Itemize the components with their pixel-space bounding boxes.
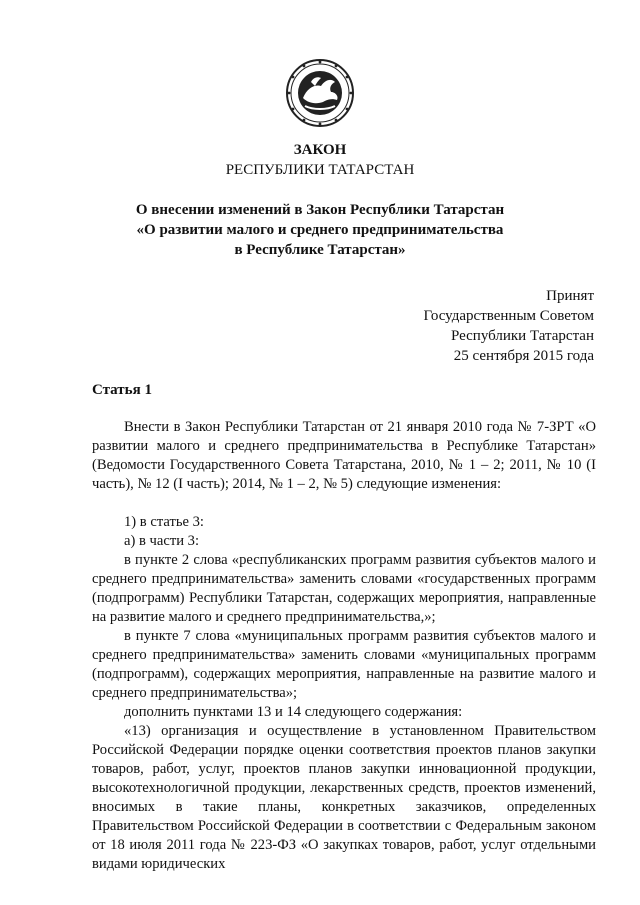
adoption-line: Государственным Советом (423, 308, 594, 324)
law-title (0, 140, 640, 180)
article-heading: Статья 1 (92, 382, 152, 398)
subject-line: «О развитии малого и среднего предпринимательства (136, 222, 504, 238)
paragraph: в пункте 7 слова «муниципальных программ развития субъектов малого и среднего предпринимательства» заменить словами «муниципальных программ (подпрограмм), содержащих мероприятия, направленные на развитие малого и среднего предпринимательства»; (92, 628, 596, 701)
tatarstan-coat-of-arms-icon (285, 58, 355, 128)
subject-line: в Республике Татарстан» (234, 242, 406, 258)
law-subject (0, 200, 640, 260)
paragraph: «13) организация и осуществление в установленном Правительством Российской Федерации порядке оценки соответствия проектов планов закупки товаров, работ, услуг, проектов планов закупки инновационной продукции, высокотехнологичной продукции, лекарственных средств, проектов изменений, вносимых в такие планы, конкретных заказчиков, определенных Правительством Российской Федерации в соответствии с Федеральным законом от 18 июля 2011 года № 223-ФЗ «О закупках товаров, работ, услуг отдельными видами юридических (92, 723, 596, 872)
subject-line: О внесении изменений в Закон Республики Татарстан (135, 202, 505, 218)
republic-name: РЕСПУБЛИКИ ТАТАРСТАН (225, 162, 415, 178)
adoption-line: Принят (546, 288, 594, 304)
paragraph: а) в части 3: (124, 533, 200, 549)
paragraph: 1) в статье 3: (124, 514, 204, 530)
paragraph: дополнить пунктами 13 и 14 следующего содержания: (124, 704, 463, 720)
adoption-line: Республики Татарстан (450, 328, 594, 344)
law-label: ЗАКОН (293, 142, 347, 158)
paragraph: Внести в Закон Республики Татарстан от 21 января 2010 года № 7-ЗРТ «О развитии малого и среднего предпринимательства в Республике Татарстан» (Ведомости Государственного Совета Татарстана, 2010, № 1 – 2; 2011, № 10 (I часть), № 12 (I часть); 2014, № 1 – 2, № 5) следующие изменения: (92, 419, 596, 492)
adoption-block (424, 286, 595, 366)
adoption-date: 25 сентября 2015 года (453, 348, 594, 364)
article-body (92, 418, 596, 874)
paragraph: в пункте 2 слова «республиканских программ развития субъектов малого и среднего предпринимательства» заменить словами «государственных программ (подпрограмм) Республики Татарстан, содержащих мероприятия, направленные на развитие малого и среднего предпринимательства,»; (92, 552, 596, 625)
